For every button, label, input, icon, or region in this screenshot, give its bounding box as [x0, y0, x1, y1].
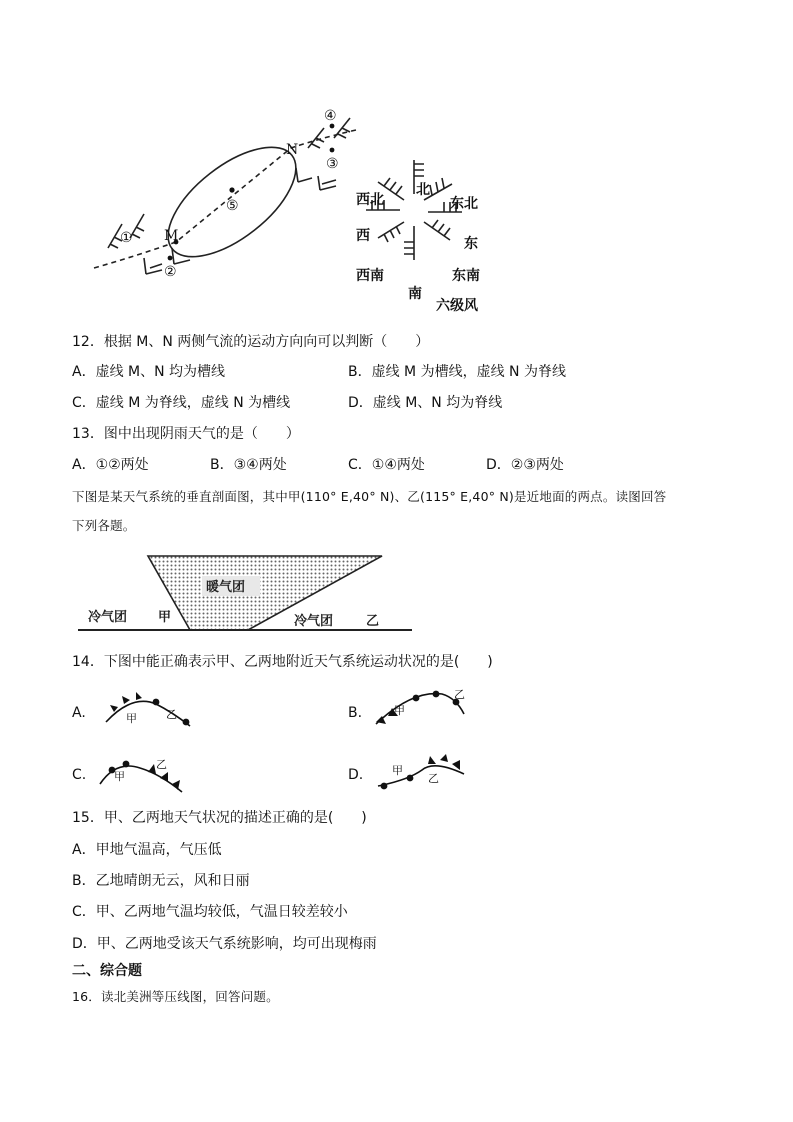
q12-option-d: D．虚线 M、N 均为脊线	[348, 395, 503, 411]
compass-southwest: 西南	[356, 268, 384, 284]
q15-option-b: B．乙地晴朗无云，风和日丽	[72, 873, 250, 889]
label-circle-4: ④	[324, 108, 337, 124]
compass-northwest: 西北	[356, 192, 384, 208]
label-yi: 乙	[366, 614, 380, 629]
q14-stem: 14．下图中能正确表示甲、乙两地附近天气系统运动状况的是( )	[72, 654, 493, 670]
c-yi: 乙	[156, 758, 167, 771]
q14-option-c: C.	[72, 767, 87, 783]
q12-option-c: C．虚线 M 为脊线，虚线 N 为槽线	[72, 395, 291, 411]
wind-barb-3	[144, 258, 162, 274]
label-M: M	[164, 228, 179, 244]
wind-barb-5	[296, 168, 312, 182]
trough-ridge-figure	[86, 98, 496, 318]
label-cold-right: 冷气团	[294, 614, 334, 629]
label-N: N	[286, 142, 299, 158]
wind-barb-6	[318, 176, 336, 190]
label-warm: 暖气团	[206, 580, 246, 595]
compass-west: 西	[356, 228, 370, 244]
warm-air-mass	[148, 556, 382, 630]
compass-caption: 六级风	[436, 298, 478, 314]
dashed-axis-line	[94, 130, 356, 268]
front-cross-section-figure	[78, 552, 412, 636]
q15-option-a: A．甲地气温高，气压低	[72, 842, 222, 858]
q14-option-a-figure	[102, 688, 198, 732]
q15-option-d: D．甲、乙两地受该天气系统影响，均可出现梅雨	[72, 936, 377, 952]
q12-option-b: B．虚线 M 为槽线，虚线 N 为脊线	[348, 364, 566, 380]
q14-option-b-figure	[372, 684, 472, 730]
q13-stem: 13．图中出现阴雨天气的是（ ）	[72, 426, 300, 442]
b-jia: 甲	[394, 704, 405, 717]
compass-southeast: 东南	[452, 268, 480, 284]
compass-east: 东	[464, 236, 478, 252]
wind-barb-7	[308, 128, 324, 148]
d-jia: 甲	[392, 764, 403, 777]
compass-north: 北	[416, 182, 430, 198]
compass-northeast: 东北	[450, 196, 478, 212]
label-jia: 甲	[158, 610, 172, 625]
q14-option-b: B.	[348, 705, 363, 721]
d-yi: 乙	[428, 772, 439, 785]
q15-stem: 15．甲、乙两地天气状况的描述正确的是( )	[72, 810, 367, 826]
q16-stem: 16．读北美洲等压线图，回答问题。	[72, 989, 279, 1004]
q14-option-a: A.	[72, 705, 86, 721]
intro-line-2: 下列各题。	[72, 518, 136, 533]
q14-option-c-figure	[96, 754, 192, 794]
label-circle-3: ③	[326, 156, 339, 172]
intro-line-1: 下图是某天气系统的垂直剖面图，其中甲(110° E,40° N)、乙(115° E,40° N)是近地面的两点。读图回答	[72, 489, 667, 504]
q13-option-c: C．①④两处	[348, 457, 425, 473]
label-circle-2: ②	[164, 264, 177, 280]
q14-option-d-figure	[372, 752, 472, 794]
label-circle-1: ①	[120, 230, 133, 246]
q13-option-b: B．③④两处	[210, 457, 287, 473]
label-circle-5: ⑤	[226, 198, 239, 214]
q14-option-d: D.	[348, 767, 364, 783]
a-yi: 乙	[166, 708, 177, 721]
q13-option-a: A．①②两处	[72, 457, 149, 473]
label-cold-left: 冷气团	[88, 610, 128, 625]
section-title: 二、综合题	[72, 963, 142, 979]
q12-option-a: A．虚线 M、N 均为槽线	[72, 364, 226, 380]
q12-stem: 12．根据 M、N 两侧气流的运动方向向可以判断（ ）	[72, 334, 430, 350]
q13-option-d: D．②③两处	[486, 457, 564, 473]
compass-south: 南	[408, 286, 422, 302]
compass-rose	[366, 160, 462, 260]
c-jia: 甲	[114, 770, 125, 783]
q15-option-c: C．甲、乙两地气温均较低，气温日较差较小	[72, 904, 348, 920]
b-yi: 乙	[454, 688, 465, 701]
a-jia: 甲	[126, 712, 137, 725]
